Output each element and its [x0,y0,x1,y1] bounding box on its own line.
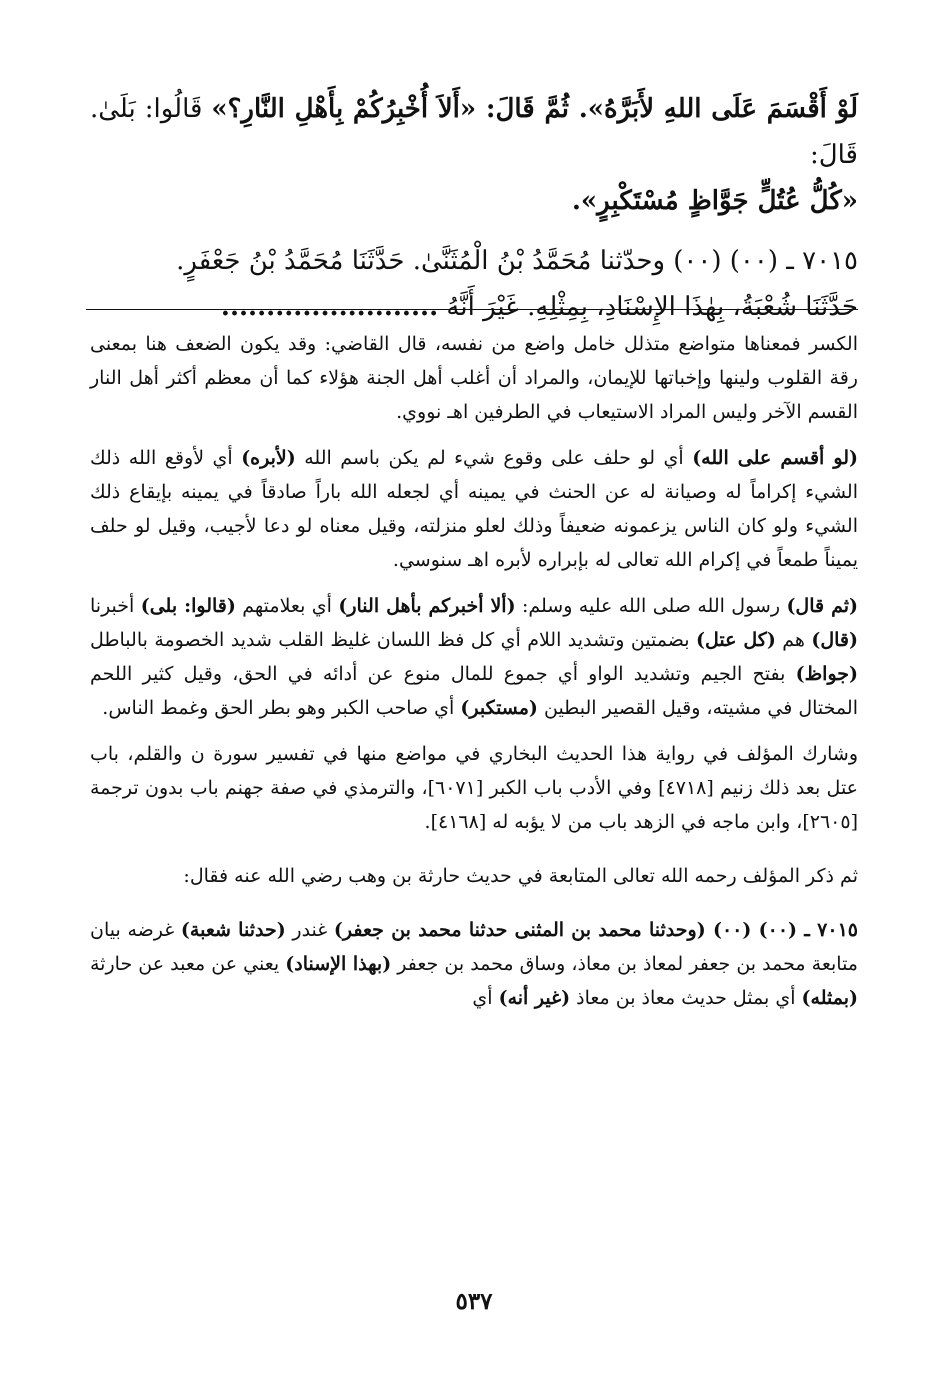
term: (قال) [811,629,858,651]
commentary-paragraph-4: وشارك المؤلف في رواية هذا الحديث البخاري في مواضع منها في تفسير سورة ن والقلم، باب عتل بعد ذلك زنيم [٤٧١٨] وفي الأدب باب الكبر [٦٠٧١]، والترمذي في صفة جهنم باب بدون ترجمة [٢٦٠٥]، وابن ماجه في الزهد باب من لا يؤبه له [٤١٦٨]. [90,743,859,833]
text: أي [472,987,499,1009]
commentary-paragraph-3 [90,589,858,725]
term: (ألا أخبركم بأهل النار) [338,595,516,617]
text: غرضه بيان متابعة محمد بن جعفر لمعاذ بن معاذ، وساق محمد بن جعفر [90,919,858,975]
footnote-divider [86,309,858,310]
hadith-line1-b: «أَلاَ أُخْبِرُكُمْ بِأَهْلِ النَّارِ؟» [211,94,477,124]
term: (ثم قال) [786,595,859,617]
text: هم [775,629,812,651]
hadith-line1-a: لَوْ أَقْسَمَ عَلَى اللهِ لأَبَرَّهُ». ثُمَّ قَالَ: [476,94,858,124]
hadith-p2-a: ٧٠١٥ ـ (٠٠) (٠٠) وحدّثنا مُحَمَّدُ بْنُ الْمُثَنَّىٰ. حَدَّثَنَا مُحَمَّدُ بْنُ جَعْفَرٍ. [176,246,858,276]
hadith-line2: «كُلُّ عُتُلٍّ جَوَّاظٍ مُسْتَكْبِرٍ». [571,186,858,216]
text: غندر [285,919,334,941]
hadith-text [90,86,858,330]
text: أي صاحب الكبر وهو بطر الحق وغمط الناس. [102,697,461,719]
term: (غير أنه) [498,987,571,1009]
term: (بمثله) [801,987,858,1009]
text: يعني عن معبد عن حارثة [90,953,286,975]
term: (جواظ) [795,663,858,685]
text: بضمتين وتشديد اللام أي كل فظ اللسان غليظ القلب شديد الخصومة بالباطل [90,629,696,651]
book-page [90,0,858,1384]
commentary-paragraph-5: ثم ذكر المؤلف رحمه الله تعالى المتابعة في حديث حارثة بن وهب رضي الله عنه فقال: [183,865,858,887]
text: أي لو حلف على وقوع شيء لم يكن باسم الله [295,447,693,469]
term: ٧٠١٥ ـ (٠٠) (٠٠) (وحدثنا محمد بن المثنى حدثنا محمد بن جعفر) [333,919,858,941]
commentary-text [90,327,858,1015]
text: أي بمثل حديث معاذ بن معاذ [570,987,802,1009]
text: بفتح الجيم وتشديد الواو أي جموع للمال منوع عن أدائه في الحق، وقيل كثير اللحم المختال في مشيته، وقيل القصير البطين [90,663,858,719]
term: (لأبره) [241,447,296,469]
term: (كل عتل) [695,629,776,651]
hadith-paragraph-2 [90,238,858,330]
text: أي لأوقع الله ذلك الشيء إكراماً له وصيانة له عن الحنث في يمينه أي لجعله الله باراً صادقاً في يمينه بإيقاع ذلك الشيء ولو كان الناس يزعمونه ضعيفاً وذلك لعلو منزلته، وقيل معناه لو دعا لأجيب، وقيل لو حلف يميناً طمعاً في إكرام الله تعالى له بإبراره لأبره اهـ سنوسي. [90,447,858,571]
term: (قالوا: بلى) [140,595,236,617]
term: (لو أقسم على الله) [692,447,858,469]
term: (بهذا الإسناد) [285,953,392,975]
hadith-p2-b: حَدَّثَنَا شُعْبَةُ، بِهٰذَا الإِسْنَادِ، بِمِثْلِهِ. غَيْرَ أَنَّهُ [438,292,858,322]
term: (حدثنا شعبة) [180,919,286,941]
text: أي بعلامتهم [235,595,339,617]
hadith-line1-c: قَالُوا: بَلَىٰ. قَالَ: [90,94,858,170]
hadith-paragraph-1 [90,86,858,224]
term: (مستكبر) [460,697,538,719]
page-number: ٥٣٧ [455,1288,493,1315]
commentary-paragraph-6 [90,913,858,1015]
commentary-paragraph-1: الكسر فمعناها متواضع متذلل خامل واضع من نفسه، قال القاضي: وقد يكون الضعف هنا بمعنى رقة القلوب ولينها وإخباتها للإيمان، والمراد أن أغلب أهل الجنة هؤلاء كما أن معظم أكثر أهل النار القسم الآخر وليس المراد الاستيعاب في الطرفين اهـ نووي. [90,333,858,423]
commentary-paragraph-2 [90,441,858,577]
hadith-ellipsis: ........................ [220,292,439,322]
text: رسول الله صلى الله عليه وسلم: [515,595,787,617]
text: أخبرنا [90,595,141,617]
